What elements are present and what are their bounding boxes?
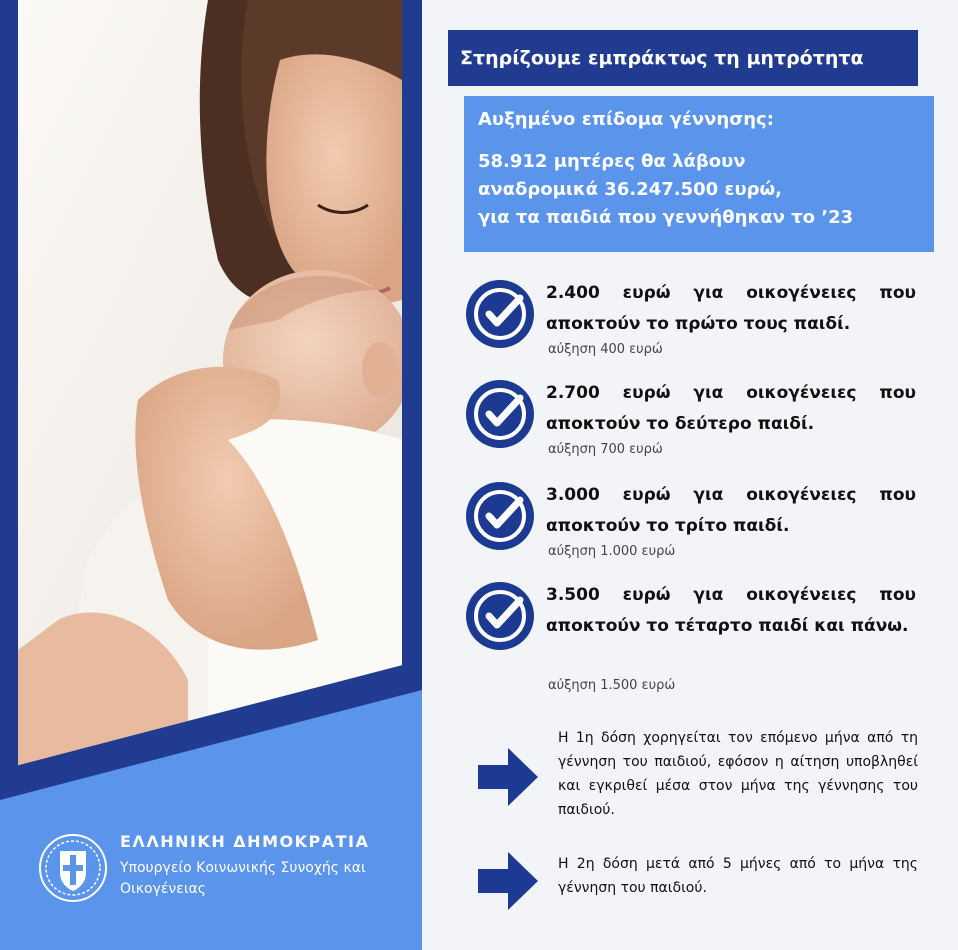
check-circle-icon	[464, 278, 536, 350]
arrow-right-icon	[478, 852, 538, 910]
highlight-box	[464, 96, 934, 252]
page-title	[448, 30, 918, 86]
dose-text: Η 1η δόση χορηγείται τον επόμενο μήνα από τη γέννηση του παιδιού, εφόσον η αίτηση υποβληθεί και εγκριθεί μέσα στον μήνα της γέννησης του παιδιού.	[558, 730, 918, 818]
diagonal-band	[0, 0, 422, 950]
right-panel	[422, 0, 958, 950]
arrow-right-icon	[478, 748, 538, 806]
greek-republic-seal-icon	[38, 833, 108, 903]
benefit-text: 2.700 ευρώ για οικογένειες που αποκτούν το δεύτερο παιδί.	[546, 383, 916, 434]
organization-name: ΕΛΛΗΝΙΚΗ ΔΗΜΟΚΡΑΤΙΑ	[120, 832, 370, 851]
check-circle-icon	[464, 580, 536, 652]
benefit-text: 3.500 ευρώ για οικογένειες που αποκτούν το τέταρτο παιδί και πάνω.	[546, 585, 916, 636]
ministry-name: Υπουργείο Κοινωνικής Συνοχής και Οικογένειας	[120, 860, 366, 897]
check-circle-icon	[464, 378, 536, 450]
highlight-title: Αυξημένο επίδομα γέννησης:	[478, 109, 774, 130]
highlight-line: 58.912 μητέρες θα λάβουν	[478, 151, 746, 172]
highlight-line: αναδρομικά 36.247.500 ευρώ,	[478, 179, 782, 200]
benefit-increase: αύξηση 400 ευρώ	[548, 342, 663, 357]
benefit-increase: αύξηση 700 ευρώ	[548, 442, 663, 457]
benefit-increase: αύξηση 1.000 ευρώ	[548, 544, 676, 559]
benefit-text: 2.400 ευρώ για οικογένειες που αποκτούν το πρώτο τους παιδί.	[546, 283, 916, 334]
check-circle-icon	[464, 480, 536, 552]
benefit-increase: αύξηση 1.500 ευρώ	[548, 678, 676, 693]
benefit-text: 3.000 ευρώ για οικογένειες που αποκτούν το τρίτο παιδί.	[546, 485, 916, 536]
page-title-text: Στηρίζουμε εμπράκτως τη μητρότητα	[460, 47, 864, 69]
dose-text: Η 2η δόση μετά από 5 μήνες από το μήνα της γέννηση του παιδιού.	[558, 856, 918, 896]
left-panel	[0, 0, 422, 950]
highlight-line: για τα παιδιά που γεννήθηκαν το ’23	[478, 207, 854, 228]
